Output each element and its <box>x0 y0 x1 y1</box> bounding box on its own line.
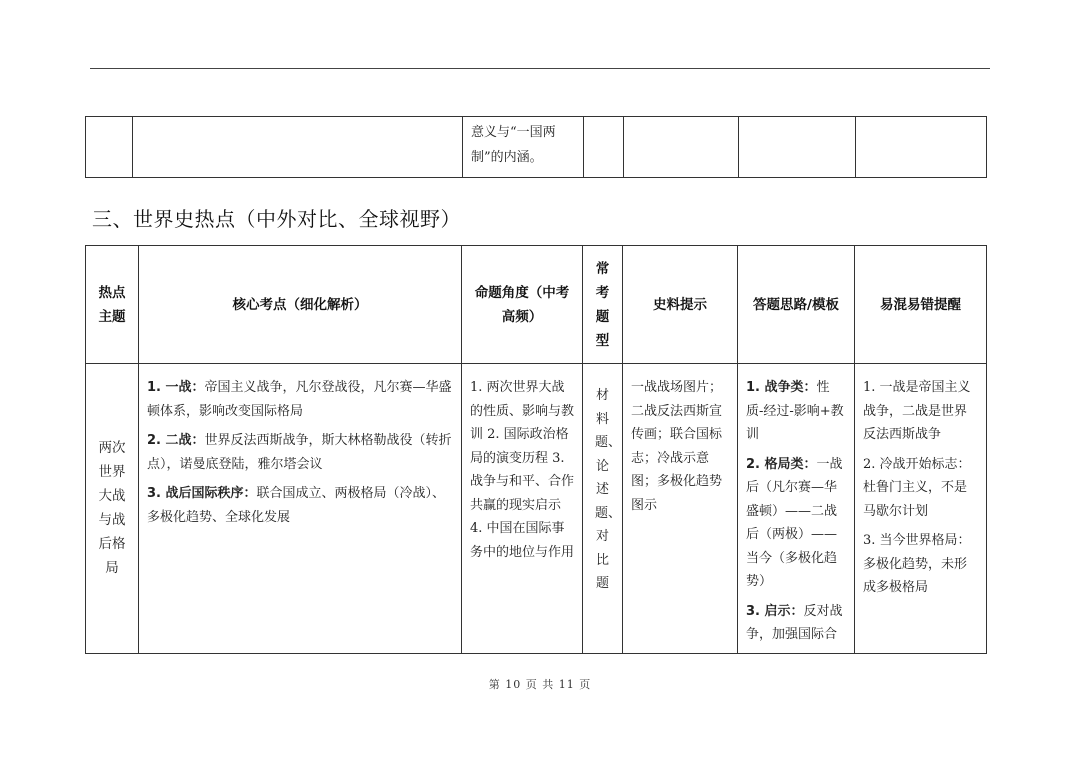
table-cell <box>133 117 463 178</box>
table-cell <box>856 117 987 178</box>
core-item: 2. 二战：世界反法西斯战争，斯大林格勒战役（转折点），诺曼底登陆，雅尔塔会议 <box>147 433 452 472</box>
page-footer: 第 10 页 共 11 页 <box>488 678 592 691</box>
approach-item: 2. 格局类：一战后（凡尔赛—华盛顿）——二战后（两极）——当今（多极化趋势） <box>746 456 843 589</box>
table-cell <box>624 117 739 178</box>
cell-sources <box>623 364 738 654</box>
table-cell <box>86 117 133 178</box>
header-angle: 命题角度（中考高频） <box>462 246 583 364</box>
header-rule <box>90 68 990 69</box>
table-cell <box>584 117 624 178</box>
cell-topic <box>86 364 139 654</box>
header-sources: 史料提示 <box>623 246 738 364</box>
header-topic: 热点主题 <box>86 246 139 364</box>
section-title: 三、世界史热点（中外对比、全球视野） <box>92 207 461 231</box>
cell-core <box>139 364 462 654</box>
header-row <box>86 246 987 364</box>
type-text: 材料题、论述题、对比题 <box>595 388 622 591</box>
table-cell <box>463 117 584 178</box>
cell-approach <box>738 364 855 654</box>
angle-text: 1. 两次世界大战的性质、影响与教训 2. 国际政治格局的演变历程 3. 战争与和平、合作共赢的现实启示 4. 中国在国际事务中的地位与作用 <box>470 380 575 560</box>
cell-mistakes <box>855 364 987 654</box>
mistake-item: 3. 当今世界格局：多极化趋势，未形成多极格局 <box>863 533 971 595</box>
header-approach: 答题思路/模板 <box>738 246 855 364</box>
hotspot-table <box>85 245 987 654</box>
core-item: 1. 一战：帝国主义战争，凡尔登战役，凡尔赛—华盛顿体系，影响改变国际格局 <box>147 380 452 419</box>
mistake-item: 2. 冷战开始标志：杜鲁门主义，不是马歇尔计划 <box>863 456 971 519</box>
approach-item: 3. 启示：反对战争，加强国际合 <box>746 603 843 642</box>
header-type: 常考题型 <box>583 246 623 364</box>
table-cell <box>739 117 856 178</box>
approach-list <box>738 364 854 653</box>
core-item: 3. 战后国际秩序：联合国成立、两极格局（冷战）、多极化趋势、全球化发展 <box>147 486 446 525</box>
approach-item: 1. 战争类：性质-经过-影响+教训 <box>746 380 844 442</box>
header-mistakes: 易混易错提醒 <box>855 246 987 364</box>
mistake-item: 1. 一战是帝国主义战争，二战是世界反法西斯战争 <box>863 380 971 442</box>
table-row <box>86 117 987 178</box>
previous-table-fragment <box>85 116 987 178</box>
sources-text: 一战战场图片；二战反法西斯宣传画；联合国标志；冷战示意图；多极化趋势图示 <box>631 380 723 513</box>
core-list <box>139 364 461 535</box>
table-row <box>86 364 987 654</box>
header-core: 核心考点（细化解析） <box>139 246 462 364</box>
mistakes-list <box>855 364 986 606</box>
cell-angle <box>462 364 583 654</box>
cell-type <box>583 364 623 654</box>
topic-text: 两次世界大战与战后格局 <box>98 440 126 577</box>
fragment-text: 意义与“一国两制”的内涵。 <box>471 125 556 165</box>
